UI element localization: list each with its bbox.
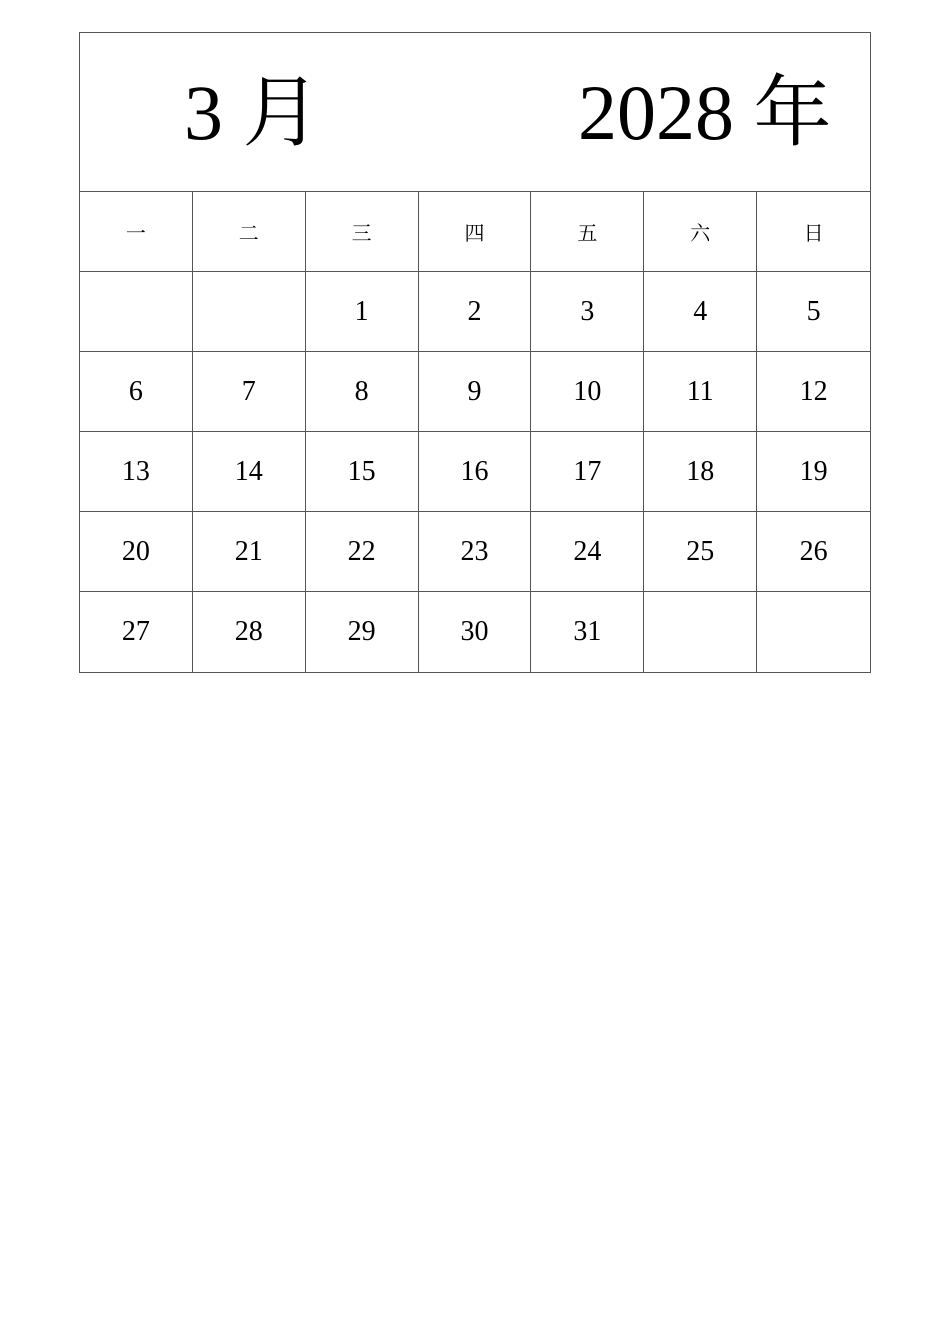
day-cell: 27 (80, 592, 193, 672)
day-cell: 3 (531, 272, 644, 352)
day-cell: 26 (757, 512, 870, 592)
day-cell: 29 (306, 592, 419, 672)
day-cell: 15 (306, 432, 419, 512)
day-cell: 2 (419, 272, 532, 352)
day-cell: 21 (193, 512, 306, 592)
day-cell: 16 (419, 432, 532, 512)
calendar (79, 32, 871, 673)
day-cell: 23 (419, 512, 532, 592)
day-cell: 28 (193, 592, 306, 672)
weekday-header: 一 (80, 192, 193, 272)
day-cell: 13 (80, 432, 193, 512)
month-title: 3 月 (184, 69, 321, 156)
weekday-header: 日 (757, 192, 870, 272)
day-cell: 30 (419, 592, 532, 672)
day-cell: 6 (80, 352, 193, 432)
weekday-header: 三 (306, 192, 419, 272)
day-cell: 10 (531, 352, 644, 432)
weekday-header: 五 (531, 192, 644, 272)
empty-day-cell (193, 272, 306, 352)
day-cell: 19 (757, 432, 870, 512)
day-cell: 22 (306, 512, 419, 592)
weekday-header: 六 (644, 192, 757, 272)
day-cell: 25 (644, 512, 757, 592)
empty-day-cell (644, 592, 757, 672)
day-cell: 11 (644, 352, 757, 432)
day-cell: 9 (419, 352, 532, 432)
calendar-grid (80, 192, 870, 672)
day-cell: 20 (80, 512, 193, 592)
empty-day-cell (80, 272, 193, 352)
empty-day-cell (757, 592, 870, 672)
weekday-header: 四 (419, 192, 532, 272)
year-title: 2028 年 (578, 69, 832, 156)
day-cell: 5 (757, 272, 870, 352)
day-cell: 8 (306, 352, 419, 432)
day-cell: 12 (757, 352, 870, 432)
day-cell: 18 (644, 432, 757, 512)
day-cell: 17 (531, 432, 644, 512)
weekday-header: 二 (193, 192, 306, 272)
day-cell: 24 (531, 512, 644, 592)
calendar-header (80, 33, 870, 192)
day-cell: 7 (193, 352, 306, 432)
day-cell: 4 (644, 272, 757, 352)
day-cell: 31 (531, 592, 644, 672)
day-cell: 14 (193, 432, 306, 512)
day-cell: 1 (306, 272, 419, 352)
